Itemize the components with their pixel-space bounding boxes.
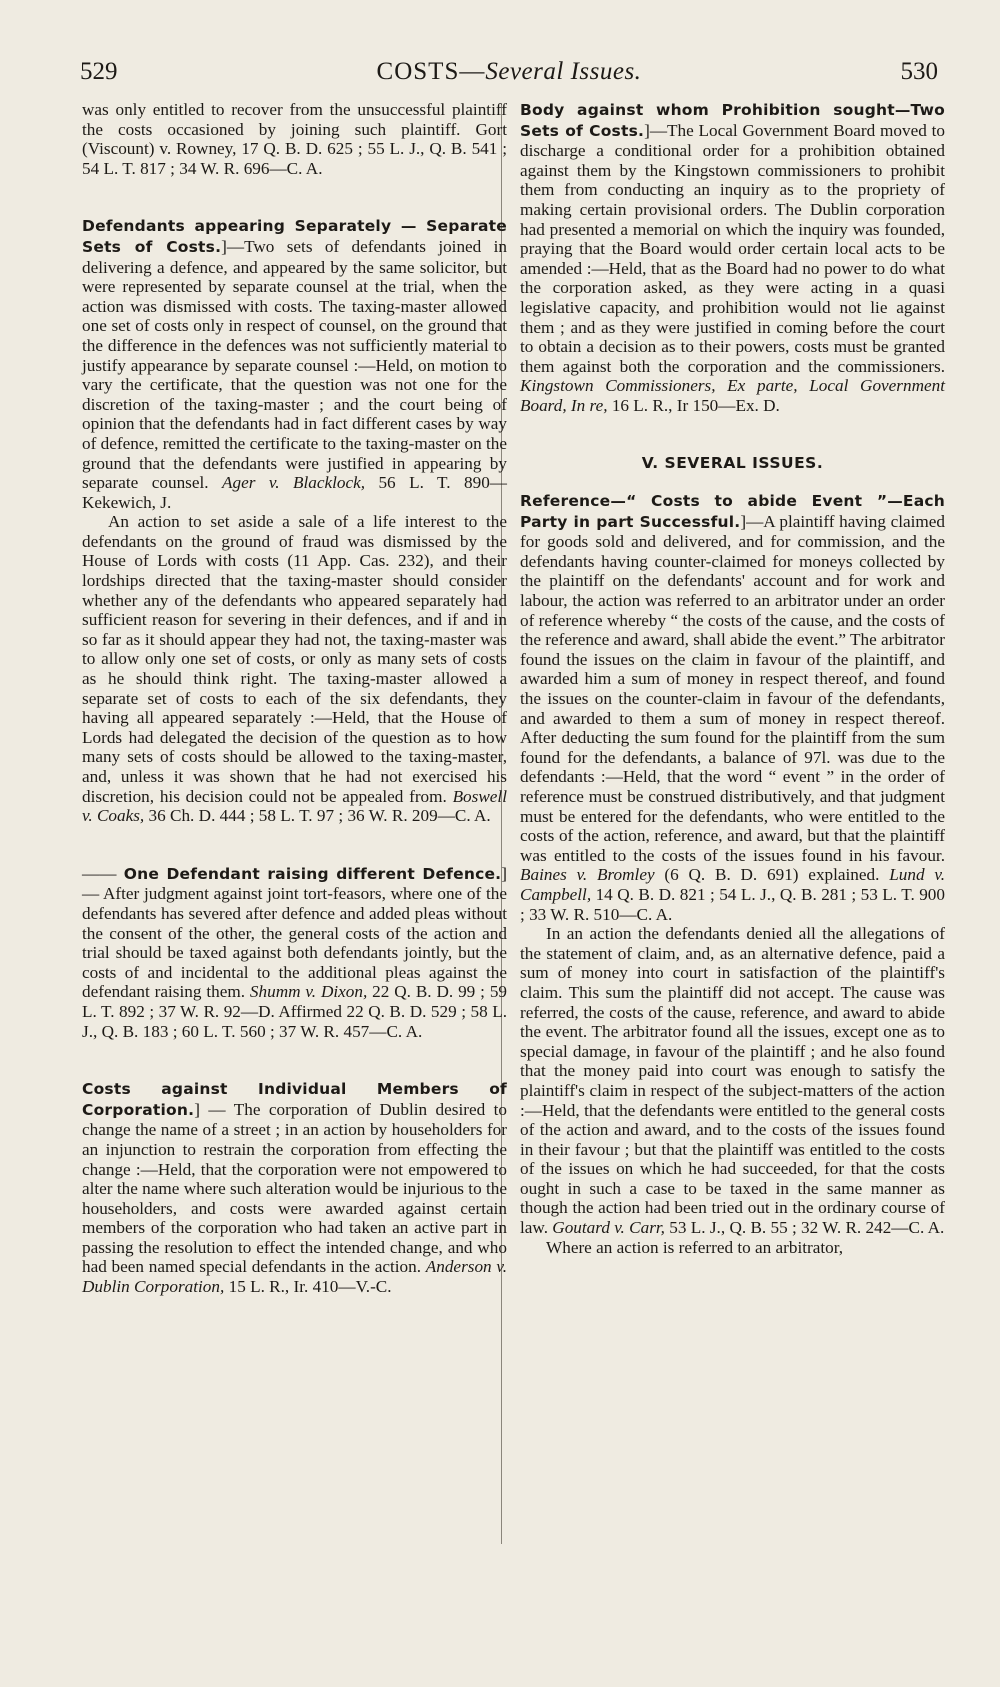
left-page-number: 529 <box>80 58 118 85</box>
entry-body: In an action the defendants denied all the allegations of the statement of claim, and, as an alternative defence, paid a sum of money into court in satisfaction of the plaintiff's claim. This sum the plaintiff did not accept. The cause was referred, the costs of the cause, reference, and award to abide the event. The arbitrator found all the issues, except one as to special damage, in favour of the plaintiff ; and he also found that the money paid into court was enough to satisfy the plaintiff's claim in respect of the subject-matters of the action :—Held, that the defendants were entitled to the general costs of the action and award, and to the costs of the issues found in their favour ; but that the plaintiff was entitled to the costs of the issues on which he had succeeded, for that the costs ought in such a case to be taxed in the same manner as though the action had been tried out in the ordinary course of law. <box>520 924 945 1238</box>
paragraph <box>82 864 507 1041</box>
citation: 14 Q. B. D. 821 ; 54 L. J., Q. B. 281 ; 53 L. T. 900 ; 33 W. R. 510—C. A. <box>520 884 945 924</box>
citation: 56 L. T. 890—Kekewich, J. <box>82 473 507 512</box>
running-title <box>80 58 938 86</box>
paragraph <box>82 1079 507 1297</box>
entry-heading: Costs against Individual Members of Corporation. <box>82 1080 507 1119</box>
entry-body: ] — The corporation of Dublin desired to change the name of a street ; in an action by householders for an injunction to restrain the corporation from effecting the change :—Held, that the corporation were not empowered to alter the name where such alteration would be injurious to the householders, and costs were awarded against certain members of the corporation who had taken an active part in passing the resolution to effect the intended change, and who had been named special defendants in the action. <box>82 1099 507 1277</box>
dash: —— <box>82 863 117 883</box>
citation: 22 Q. B. D. 99 ; 59 L. T. 892 ; 37 W. R. 92—D. Affirmed 22 Q. B. D. 529 ; 58 L. J., Q. B. 183 ; 60 L. T. 560 ; 37 W. R. 457—C. A. <box>82 982 508 1041</box>
running-header <box>80 58 938 98</box>
citation: 16 L. R., Ir 150—Ex. D. <box>607 395 780 415</box>
citation: 36 Ch. D. 444 ; 58 L. T. 97 ; 36 W. R. 209—C. A. <box>144 806 491 826</box>
entry-body: ] — After judgment against joint tort-feasors, where one of the defendants has severed after defence and added pleas without the consent of the other, the general costs of the action and trial should be taxed against both defendants jointly, but the costs of and incidental to the additional pleas against the defendant raising them. <box>82 863 507 1002</box>
right-column <box>520 100 945 1257</box>
left-column <box>82 100 507 1297</box>
case-name: Goutard v. Carr, <box>552 1218 665 1238</box>
title-main: COSTS— <box>376 58 486 85</box>
paragraph: was only entitled to recover from the unsuccessful plaintiff the costs occasioned by joining such plaintiff. Gort (Viscount) v. Rowney, 17 Q. B. D. 625 ; 55 L. J., Q. B. 541 ; 54 L. T. 817 ; 34 W. R. 696—C. A. <box>82 100 507 178</box>
paragraph <box>520 491 945 924</box>
case-name: Anderson v. Dublin Corporation, <box>82 1257 508 1297</box>
paragraph <box>520 924 945 1238</box>
entry-body: An action to set aside a sale of a life interest to the defendants on the ground of fraud was dismissed by the House of Lords with costs (11 App. Cas. 232), and their lordships directed that the taxing-master should consider whether any of the defendants who appeared separately had sufficient reason for severing in their defences, and if and in so far as it should appear they had not, the taxing-master was to allow only one set of costs, or only as many sets of costs as he should think right. The taxing-master allowed a separate set of costs to each of the six defendants, they having all appeared separately :—Held, that the House of Lords had delegated the decision of the question as to how many sets of costs should be allowed to the taxing-master, and, unless it was shown that he had not exercised his discretion, his decision could not be appealed from. <box>82 512 507 806</box>
title-italic: Several Issues. <box>485 58 642 85</box>
citation: 53 L. J., Q. B. 55 ; 32 W. R. 242—C. A. <box>664 1218 945 1238</box>
entry-heading: One Defendant raising different Defence. <box>116 864 502 883</box>
paragraph <box>82 512 507 826</box>
paragraph <box>520 100 945 416</box>
entry-body: ]—Two sets of defendants joined in delivering a defence, and appeared by the same solicitor, but were represented by separate counsel at the trial, when the action was dismissed with costs. The taxing-master allowed one set of costs only in respect of counsel, on the ground that the difference in the defences was not sufficiently material to justify appearance by separate counsel :—Held, on motion to vary the certificate, that the question was not one for the discretion of the taxing-master ; and the court being of opinion that the defendants had in fact different cases by way of defence, remitted the certificate to the taxing-master on the ground that the defendants were justified in appearing by separate counsel. <box>82 236 507 493</box>
citation: (6 Q. B. D. 691) explained. <box>654 865 880 885</box>
case-name: Ager v. Blacklock, <box>222 473 366 493</box>
entry-heading: Defendants appearing Separately — Separate Sets of Costs. <box>82 217 507 256</box>
case-name: Boswell v. Coaks, <box>82 786 507 826</box>
citation: 15 L. R., Ir. 410—V.-C. <box>224 1277 392 1297</box>
entry-body: ]—A plaintiff having claimed for goods sold and delivered, and for commission, and the defendants having counter-claimed for moneys collected by the plaintiff on the defendants' account and for work and labour, the action was referred to an arbitrator under an order of reference whereby “ the costs of the cause, and the costs of the reference and award, shall abide the event.” The arbitrator found the issues on the claim in favour of the plaintiff, and awarded him a sum of money in respect thereof, and found the issues on the counter-claim in favour of the defendants, and awarded to them a sum of money in respect thereof. After deducting the sum found for the plaintiff from the sum found for the defendants, a balance of 97l. was due to the defendants :—Held, that the word “ event ” in the order of reference must be construed distributively, and that judgment must be entered for the defendants, who were entitled to the costs of the action, reference, and award, but that the plaintiff was entitled to the costs of the issues found in his favour. <box>520 511 945 865</box>
right-page-number: 530 <box>900 58 938 85</box>
entry-body: ]—The Local Government Board moved to discharge a conditional order for a prohibition obtained against them by the Kingstown commissioners to prohibit them from conducting an inquiry as to the propriety of making certain provisional orders. The Dublin corporation had presented a memorial on which the inquiry was founded, praying that the Board would order certain local acts to be amended :—Held, that as the Board had no power to do what the corporation asked, as they were acting in a quasi legislative capacity, and prohibition would not lie against them ; and as they were justified in coming before the court to obtain a decision as to their powers, costs must be granted them against both the corporation and the commissioners. <box>520 120 945 376</box>
case-name: Kingstown Commissioners, Ex parte, Local Government Board, In re, <box>520 376 945 415</box>
section-title: V. SEVERAL ISSUES. <box>641 453 824 472</box>
case-name: Lund v. Campbell, <box>520 865 945 904</box>
case-name: Shumm v. Dixon, <box>249 982 368 1002</box>
case-name: Baines v. Bromley <box>520 865 655 885</box>
entry-heading: Body against whom Prohibition sought—Two Sets of Costs. <box>520 101 945 140</box>
paragraph: Where an action is referred to an arbitrator, <box>546 1237 844 1257</box>
paragraph <box>82 216 507 512</box>
entry-heading: Reference—“ Costs to abide Event ”—Each Party in part Successful. <box>520 492 945 531</box>
